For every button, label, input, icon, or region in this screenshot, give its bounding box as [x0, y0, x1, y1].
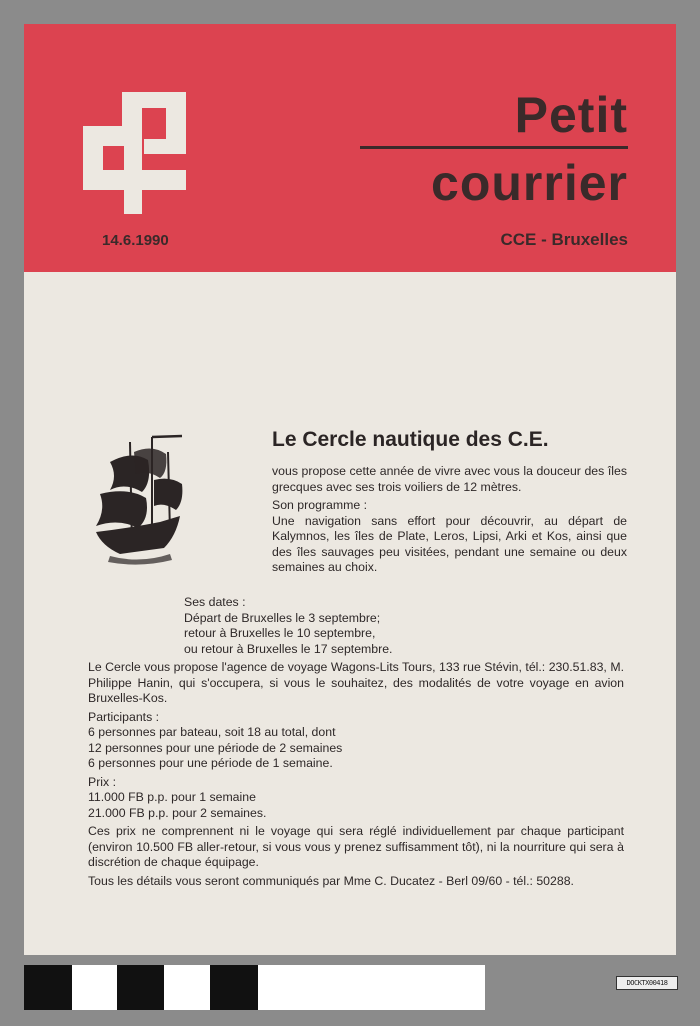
participants-item: 6 personnes pour une période de 1 semaine. [88, 756, 333, 770]
header-band [24, 24, 676, 272]
prix-label: Prix : [88, 774, 117, 789]
document-page [24, 24, 676, 955]
sailing-ship-icon [90, 432, 190, 567]
intro-text: vous propose cette année de vivre avec vous la douceur des îles grecques avec ses trois voiliers de 12 mètres. [272, 464, 627, 494]
dates-block [184, 595, 392, 657]
participants-item: 12 personnes pour une période de 2 semaines [88, 740, 343, 755]
prix-item: 11.000 FB p.p. pour 1 semaine [88, 790, 256, 804]
dates-label: Ses dates : [184, 595, 246, 609]
programme-label: Son programme : [272, 498, 368, 512]
calibration-block [24, 965, 72, 1010]
date-item: ou retour à Bruxelles le 17 septembre. [184, 641, 393, 656]
participants-item: 6 personnes par bateau, soit 18 au total, dont [88, 725, 336, 739]
details-block [88, 660, 624, 892]
issue-date: 14.6.1990 [102, 232, 169, 249]
article-intro-block [272, 464, 627, 579]
participants-label: Participants : [88, 709, 160, 724]
date-item: Départ de Bruxelles le 3 septembre; [184, 610, 381, 625]
title-divider [360, 146, 628, 149]
programme-text: Une navigation sans effort pour découvrir, au départ de Kalymnos, les îles de Plate, Leros, Lipsi, Arki et Kos, ainsi que des îles sauvages peu visitées, pendant une semaine ou deux semaines au choix. [272, 513, 627, 574]
newsletter-subtitle: courrier [431, 155, 628, 211]
price-note: Ces prix ne comprennent ni le voyage qui sera réglé individuellement par chaque participant (environ 10.500 FB aller-retour, si vous vous y prenez suffisamment tôt), ni la nourriture qui sera à discrétion de chaque équipage. [88, 824, 624, 869]
calibration-block [117, 965, 164, 1010]
article-heading: Le Cercle nautique des C.E. [272, 428, 549, 451]
agency-text: Le Cercle vous propose l'agence de voyage Wagons-Lits Tours, 133 rue Stévin, tél.: 230.51.83, M. Philippe Hanin, qui s'occupera, si vous le souhaitez, des modalités de votre voyage en avion Bruxelles-Kos. [88, 660, 624, 705]
calibration-block [210, 965, 258, 1010]
newsletter-title: Petit [514, 87, 628, 143]
date-item: retour à Bruxelles le 10 septembre, [184, 626, 376, 640]
organization: CCE - Bruxelles [500, 230, 628, 249]
scan-calibration-strip [24, 965, 485, 1010]
archive-label: DOCKTX00418 [616, 976, 678, 990]
prix-item: 21.000 FB p.p. pour 2 semaines. [88, 805, 267, 820]
contact-text: Tous les détails vous seront communiqués par Mme C. Ducatez - Berl 09/60 - tél.: 50288. [88, 873, 574, 888]
cp-logo-icon [82, 92, 192, 214]
